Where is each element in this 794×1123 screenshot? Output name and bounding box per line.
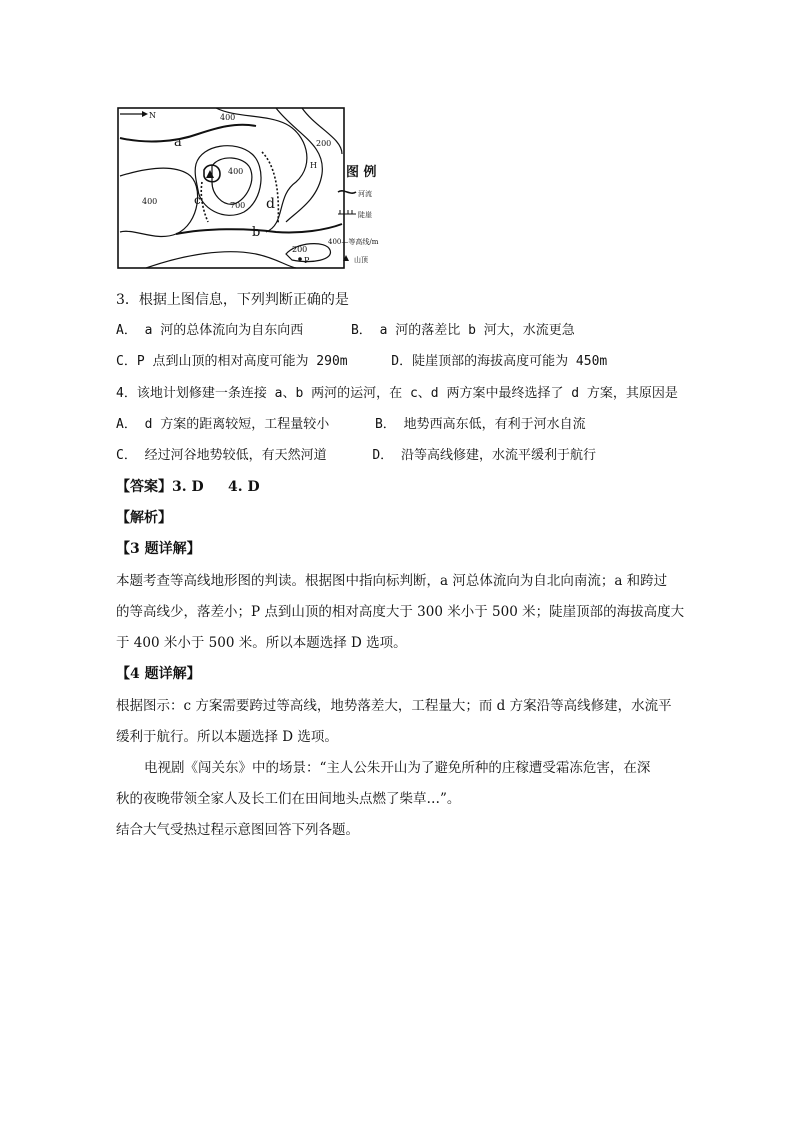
q3-detail-line-3: 于 400 米小于 500 米。所以本题选择 D 选项。 <box>116 635 407 651</box>
contour-400-center-label: 400 <box>228 167 244 176</box>
route-c-path <box>201 182 208 222</box>
route-c-label: c <box>194 193 201 207</box>
q3-detail-line-2: 的等高线少，落差小；P 点到山顶的相对高度大于 300 米小于 500 米；陡崖顶部的海拔高度大 <box>116 604 685 620</box>
river-b-label: b <box>252 225 261 240</box>
q3-option-b: B． a 河的落差比 b 河大，水流更急 <box>350 323 575 338</box>
q4-options-row2 <box>116 446 596 466</box>
legend-peak: 山顶 <box>354 256 368 264</box>
contour-200-bottom-label: 200 <box>292 245 308 254</box>
peak-icon <box>206 170 214 178</box>
point-p-label: P <box>304 256 310 265</box>
q4-stem: 4．该地计划修建一条连接 a、b 两河的运河，在 c、d 两方案中最终选择了 d 方案，其原因是 <box>116 386 678 401</box>
contour-bottom-1 <box>146 252 296 268</box>
q4-detail-line-1: 根据图示：c 方案需要跨过等高线，地势落差大，工程量大；而 d 方案沿等高线修建，水流平 <box>116 698 672 714</box>
cliff-mark: H <box>310 161 317 170</box>
q3-option-a: A． a 河的总体流向为自东向西 <box>116 323 304 338</box>
legend-cliff: 陡崖 <box>358 211 372 219</box>
q4-detail-line-2: 缓利于航行。所以本题选择 D 选项。 <box>116 729 338 745</box>
route-d-label: d <box>266 196 275 212</box>
legend-river-icon <box>338 191 356 193</box>
river-a-path <box>120 125 256 142</box>
north-label: N <box>149 111 156 120</box>
legend-title: 图 例 <box>346 165 377 180</box>
river-a-label: a <box>174 135 182 150</box>
contour-inner-hill <box>212 158 252 204</box>
route-d-path <box>262 152 278 224</box>
q3-detail-heading: 【3 题详解】 <box>116 541 201 557</box>
scene-line-2: 秋的夜晚带领全家人及长工们在田间地头点燃了柴草…”。 <box>116 791 461 807</box>
q4-option-a: A． d 方案的距离较短，工程量较小 <box>116 417 330 432</box>
contour-200-right-label: 200 <box>316 139 332 148</box>
answer-line: 【答案】3. D 4. D <box>116 479 260 495</box>
q3-options-row1 <box>116 321 575 341</box>
legend-contour: 400—等高线/m <box>328 238 379 246</box>
q3-stem: 3．根据上图信息，下列判断正确的是 <box>116 292 349 308</box>
contour-map-figure <box>116 104 379 272</box>
legend-cliff-icon <box>338 210 356 214</box>
legend-river: 河流 <box>358 190 372 198</box>
analysis-heading: 【解析】 <box>116 510 172 526</box>
q4-option-c: C． 经过河谷地势较低，有天然河道 <box>116 448 327 463</box>
q4-option-b: B． 地势西高东低，有利于河水自流 <box>374 417 586 432</box>
q4-detail-heading: 【4 题详解】 <box>116 666 201 682</box>
final-instruction: 结合大气受热过程示意图回答下列各题。 <box>116 822 359 838</box>
q3-detail-line-1: 本题考查等高线地形图的判读。根据图中指向标判断，a 河总体流向为自北向南流；a 和跨过 <box>116 573 668 589</box>
scene-line-1: 电视剧《闯关东》中的场景：“主人公朱开山为了避免所种的庄稼遭受霜冻危害，在深 <box>144 760 651 776</box>
contour-400-left <box>120 168 198 236</box>
q4-option-d: D． 沿等高线修建，水流平缓利于航行 <box>372 448 596 463</box>
q3-options-row2 <box>116 352 607 372</box>
q3-option-d: D．陡崖顶部的海拔高度可能为 450m <box>391 354 608 369</box>
north-arrow-head <box>142 111 148 117</box>
q4-options-row1 <box>116 415 586 435</box>
contour-map-svg <box>116 104 379 272</box>
contour-700-label: 700 <box>230 201 246 210</box>
contour-400-top-label: 400 <box>220 113 236 122</box>
q3-option-c: C．P 点到山顶的相对高度可能为 290m <box>116 354 348 369</box>
point-p-marker <box>298 257 302 261</box>
contour-400-left-label: 400 <box>142 197 158 206</box>
